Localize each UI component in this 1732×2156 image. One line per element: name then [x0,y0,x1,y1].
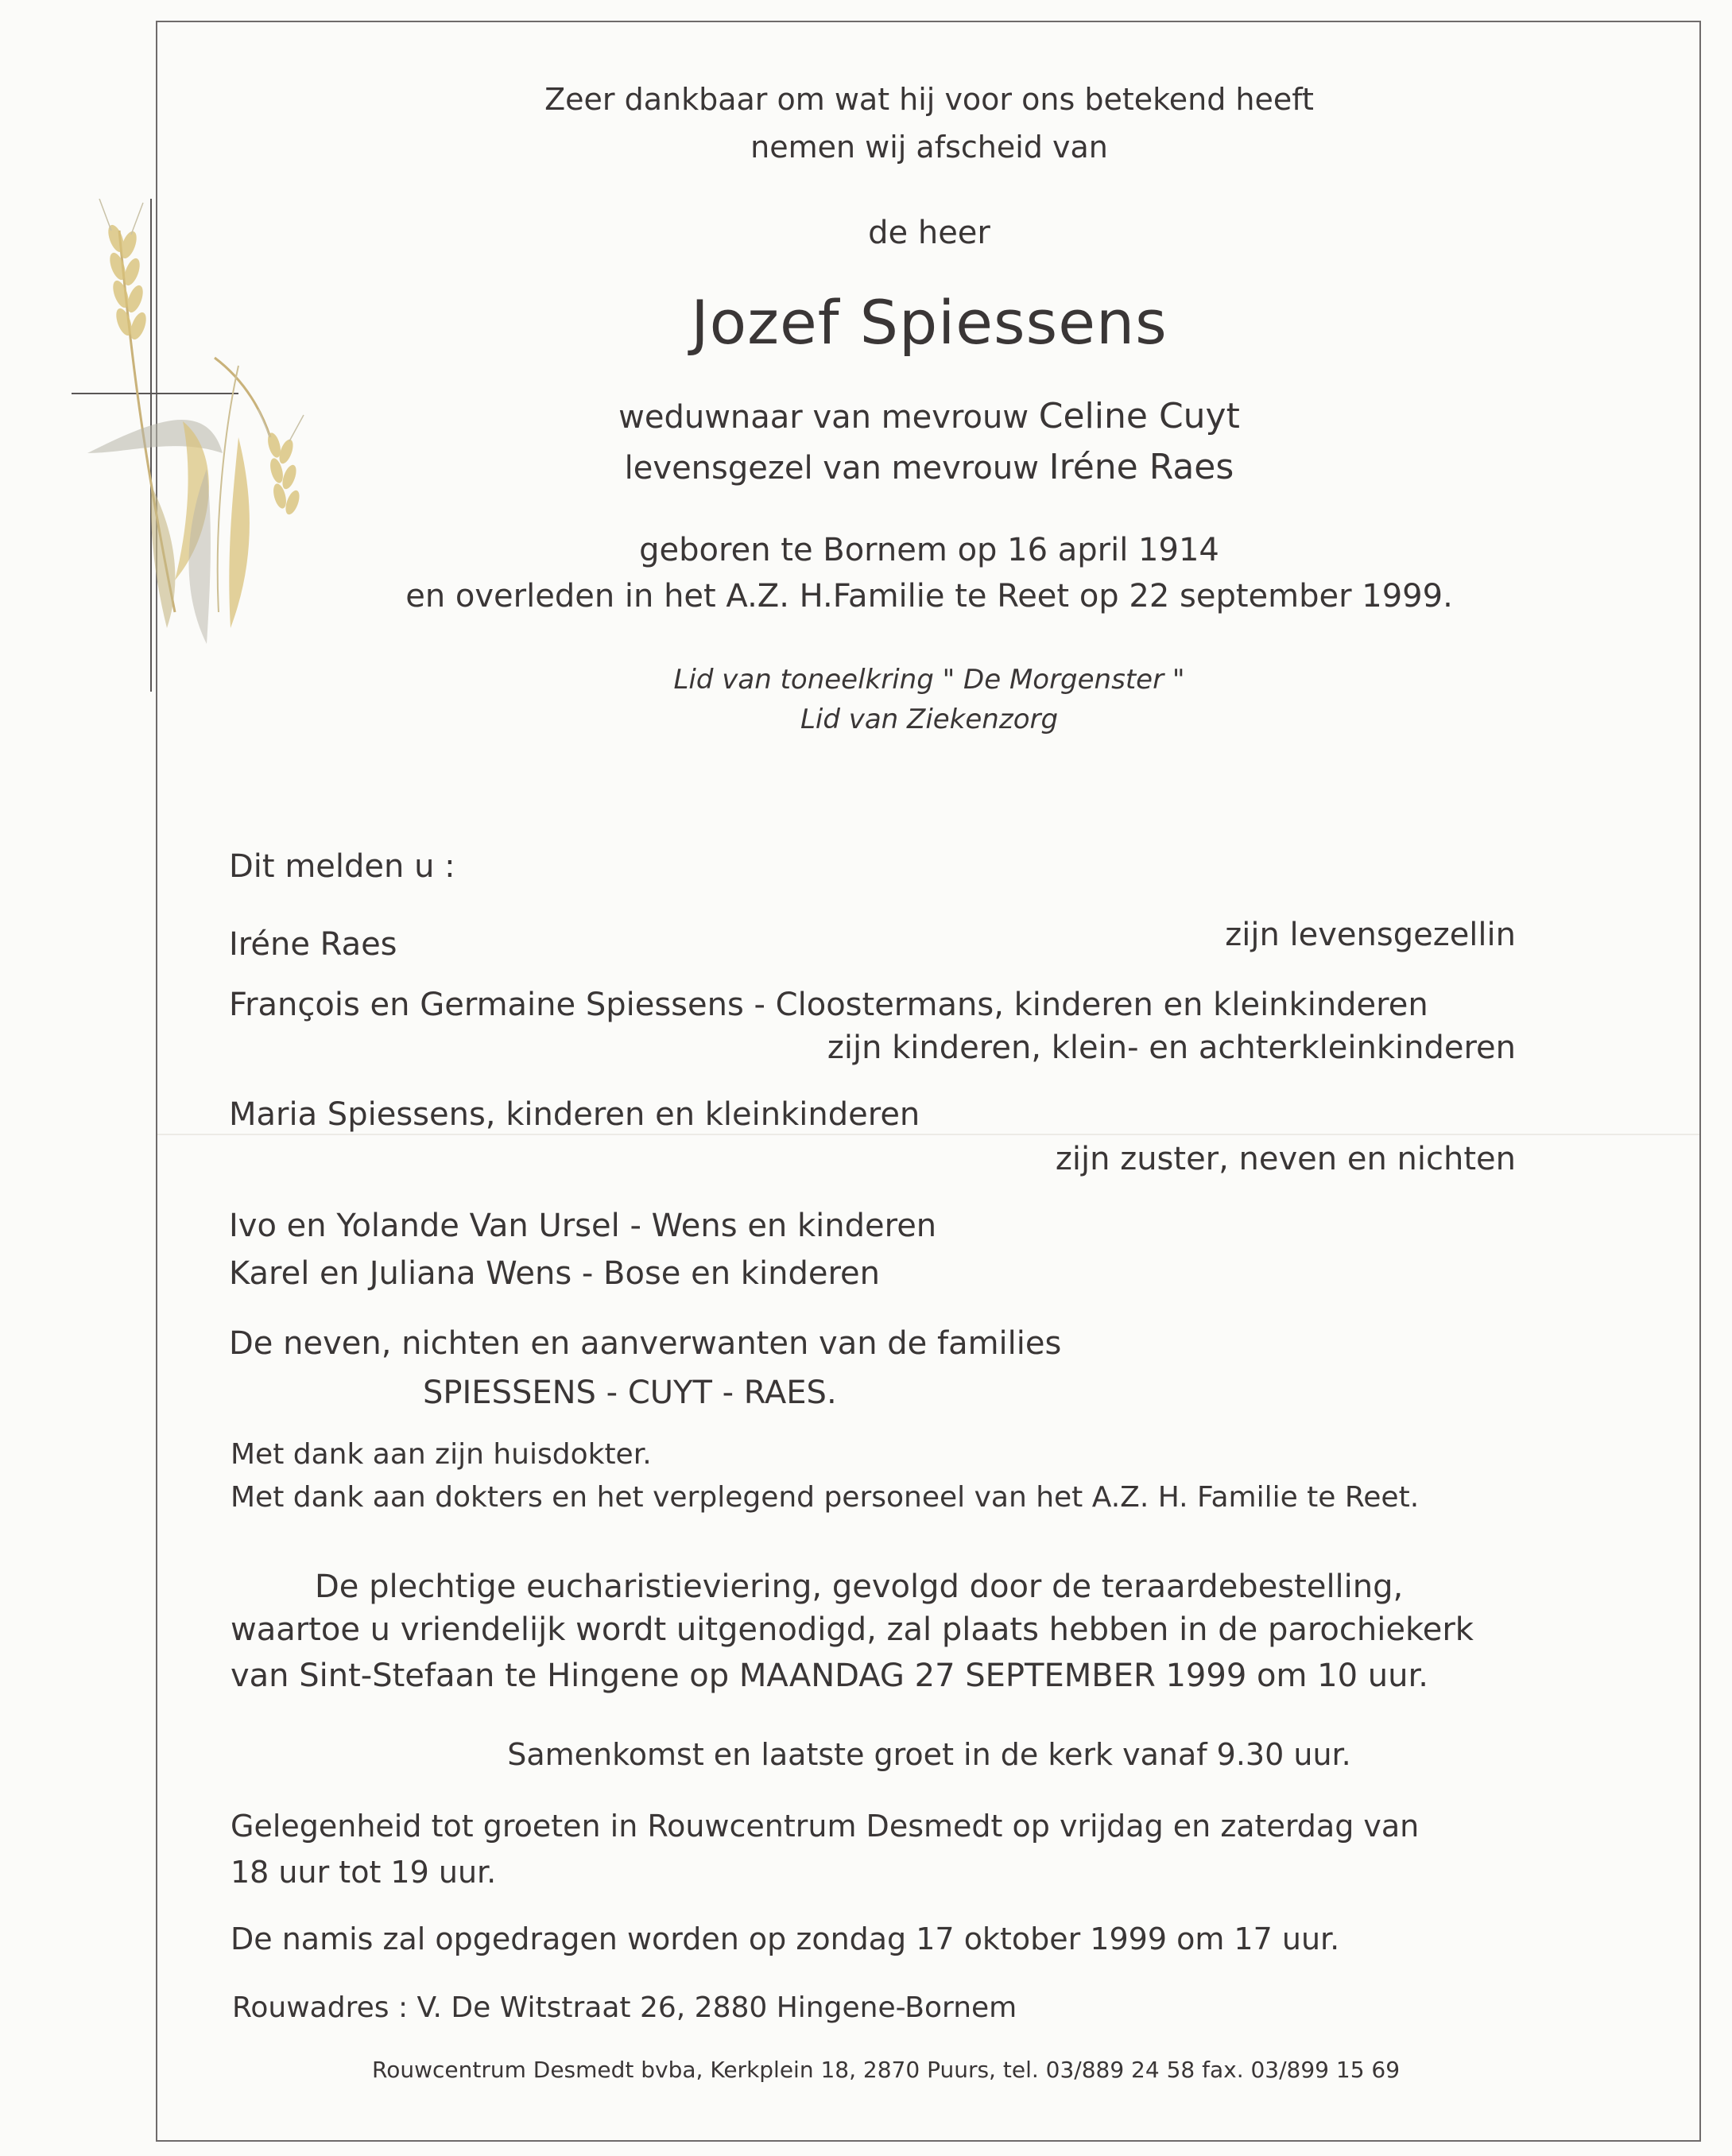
fold-line [157,1134,1699,1135]
partner-name: Iréne Raes [1048,447,1234,487]
wheat-and-cross-icon [56,199,342,692]
ceremony-line-1: De plechtige eucharistieviering, gevolgd door de teraardebestelling, [315,1569,1404,1605]
widower-prefix: weduwnaar van mevrouw [618,399,1039,436]
visitation-line-2: 18 uur tot 19 uur. [231,1855,497,1890]
family-3-relation: zijn zuster, neven en nichten [1055,1141,1516,1177]
family-4-line-1: Ivo en Yolande Van Ursel - Wens en kinderen [229,1208,937,1244]
family-2-relation: zijn kinderen, klein- en achterkleinkinderen [827,1030,1516,1066]
visitation-line-1: Gelegenheid tot groeten in Rouwcentrum Desmedt op vrijdag en zaterdag van [231,1809,1420,1844]
thanks-line-2: Met dank aan dokters en het verplegend personeel van het A.Z. H. Familie te Reet. [231,1481,1420,1514]
gathering-line: Samenkomst en laatste groet in de kerk vanaf 9.30 uur. [507,1737,1351,1772]
mourning-address: Rouwadres : V. De Witstraat 26, 2880 Hingene-Bornem [232,1991,1017,2024]
intro-line-1: Zeer dankbaar om wat hij voor ons betekend heeft [544,82,1314,117]
family-1-name: Iréne Raes [229,926,397,963]
funeral-home-info: Rouwcentrum Desmedt bvba, Kerkplein 18, 2870 Puurs, tel. 03/889 24 58 fax. 03/899 15 69 [372,2057,1401,2083]
widower-name: Celine Cuyt [1038,396,1240,436]
ceremony-line-2: waartoe u vriendelijk wordt uitgenodigd, zal plaats hebben in de parochiekerk [231,1611,1474,1648]
family-5-line-2: SPIESSENS - CUYT - RAES. [423,1375,837,1411]
partner-prefix: levensgezel van mevrouw [624,450,1049,487]
family-1-relation: zijn levensgezellin [1225,917,1516,953]
family-2-name: François en Germaine Spiessens - Cloostermans, kinderen en kleinkinderen [229,987,1428,1023]
announce-intro: Dit melden u : [229,848,455,885]
thanks-line-1: Met dank aan zijn huisdokter. [231,1438,652,1471]
membership-2: Lid van Ziekenzorg [800,704,1059,735]
ceremony-line-3: van Sint-Stefaan te Hingene op MAANDAG 27 SEPTEMBER 1999 om 10 uur. [231,1658,1428,1694]
widower-line [157,396,1702,436]
family-4-line-2: Karel en Juliana Wens - Bose en kinderen [229,1255,880,1292]
memorial-mass-line: De namis zal opgedragen worden op zondag 17 oktober 1999 om 17 uur. [231,1921,1340,1956]
death-line: en overleden in het A.Z. H.Familie te Reet op 22 september 1999. [405,578,1453,615]
intro-line-2: nemen wij afscheid van [750,130,1108,165]
membership-1: Lid van toneelkring " De Morgenster " [673,664,1185,696]
family-3-name: Maria Spiessens, kinderen en kleinkinderen [229,1096,920,1133]
family-5-line-1: De neven, nichten en aanverwanten van de families [229,1325,1062,1362]
birth-line: geboren te Bornem op 16 april 1914 [639,532,1219,568]
deceased-name: Jozef Spiessens [691,287,1168,358]
title: de heer [868,215,990,251]
partner-line [157,447,1702,487]
